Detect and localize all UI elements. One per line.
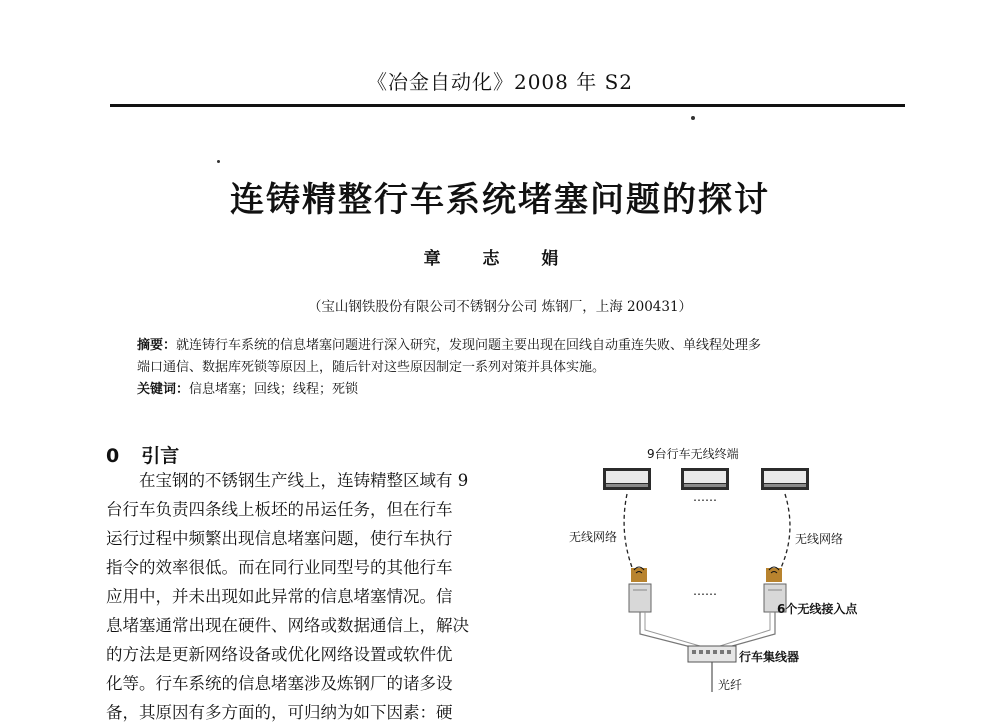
abstract-line: 端口通信、数据库死锁等原因上，随后针对这些原因制定一系列对策并具体实施。 xyxy=(137,360,606,375)
network-diagram xyxy=(555,438,885,692)
hub-icon xyxy=(688,646,736,662)
fiber-label: 光纤 xyxy=(718,678,743,692)
body-line: 指令的效率很低。而在同行业同型号的其他行车 xyxy=(106,558,453,577)
wireless-link-left xyxy=(624,494,633,570)
body-line: 运行过程中频繁出现信息堵塞问题，使行车执行 xyxy=(106,529,453,548)
author-affiliation: （宝山钢铁股份有限公司不锈钢分公司 炼钢厂，上海 200431） xyxy=(307,299,693,315)
body-line: 应用中，并未出现如此异常的信息堵塞情况。信 xyxy=(106,587,453,606)
terminal-icon xyxy=(603,468,651,490)
right-network-label: 无线网络 xyxy=(795,532,844,546)
header-rule xyxy=(110,104,905,107)
diagram-graphic xyxy=(555,438,885,692)
left-network-label: 无线网络 xyxy=(569,530,618,544)
abstract-label: 摘要： xyxy=(137,338,177,353)
scan-speck xyxy=(691,116,695,120)
cable-right-2 xyxy=(720,612,770,646)
terminal-ellipsis: …… xyxy=(693,490,717,504)
access-point-icon xyxy=(629,567,651,612)
article-author: 章 志 娟 xyxy=(423,249,577,269)
cable-left-2 xyxy=(645,612,700,646)
body-line: 备，其原因有多方面的，可归纳为如下因素：硬 xyxy=(106,703,453,722)
body-line: 的方法是更新网络设备或优化网络设置或软件优 xyxy=(106,645,453,664)
body-line: 台行车负责四条线上板坯的吊运任务，但在行车 xyxy=(106,500,453,519)
section-title: 引言 xyxy=(141,445,180,467)
body-line: 在宝钢的不锈钢生产线上，连铸精整区域有 9 xyxy=(139,471,469,490)
scan-speck xyxy=(217,160,220,163)
section-number: 0 xyxy=(106,445,120,467)
ap-ellipsis: …… xyxy=(693,584,717,598)
terminal-icon xyxy=(761,468,809,490)
keywords-line xyxy=(137,379,897,401)
section-heading xyxy=(106,441,179,468)
abstract-line xyxy=(137,335,897,357)
keywords-text: 信息堵塞；回线；线程；死锁 xyxy=(189,382,359,397)
body-line: 化等。行车系统的信息堵塞涉及炼钢厂的诸多设 xyxy=(106,674,453,693)
terminal-icon xyxy=(681,468,729,490)
keywords-label: 关键词： xyxy=(137,382,190,397)
journal-header: 《冶金自动化》2008 年 S2 xyxy=(366,70,634,94)
article-title: 连铸精整行车系统堵塞问题的探讨 xyxy=(230,180,770,220)
hub-label: 行车集线器 xyxy=(739,650,800,664)
cable-right xyxy=(725,612,775,648)
abstract-block xyxy=(137,335,897,401)
terminals-label: 9台行车无线终端 xyxy=(647,447,739,461)
abstract-text: 就连铸行车系统的信息堵塞问题进行深入研究，发现问题主要出现在回线自动重连失败、单线程处理多 xyxy=(176,338,762,353)
access-points-label: 6个无线接入点 xyxy=(777,602,858,616)
body-line: 息堵塞通常出现在硬件、网络或数据通信上，解决 xyxy=(106,616,469,635)
body-text xyxy=(106,466,494,727)
wireless-link-right xyxy=(780,494,790,570)
